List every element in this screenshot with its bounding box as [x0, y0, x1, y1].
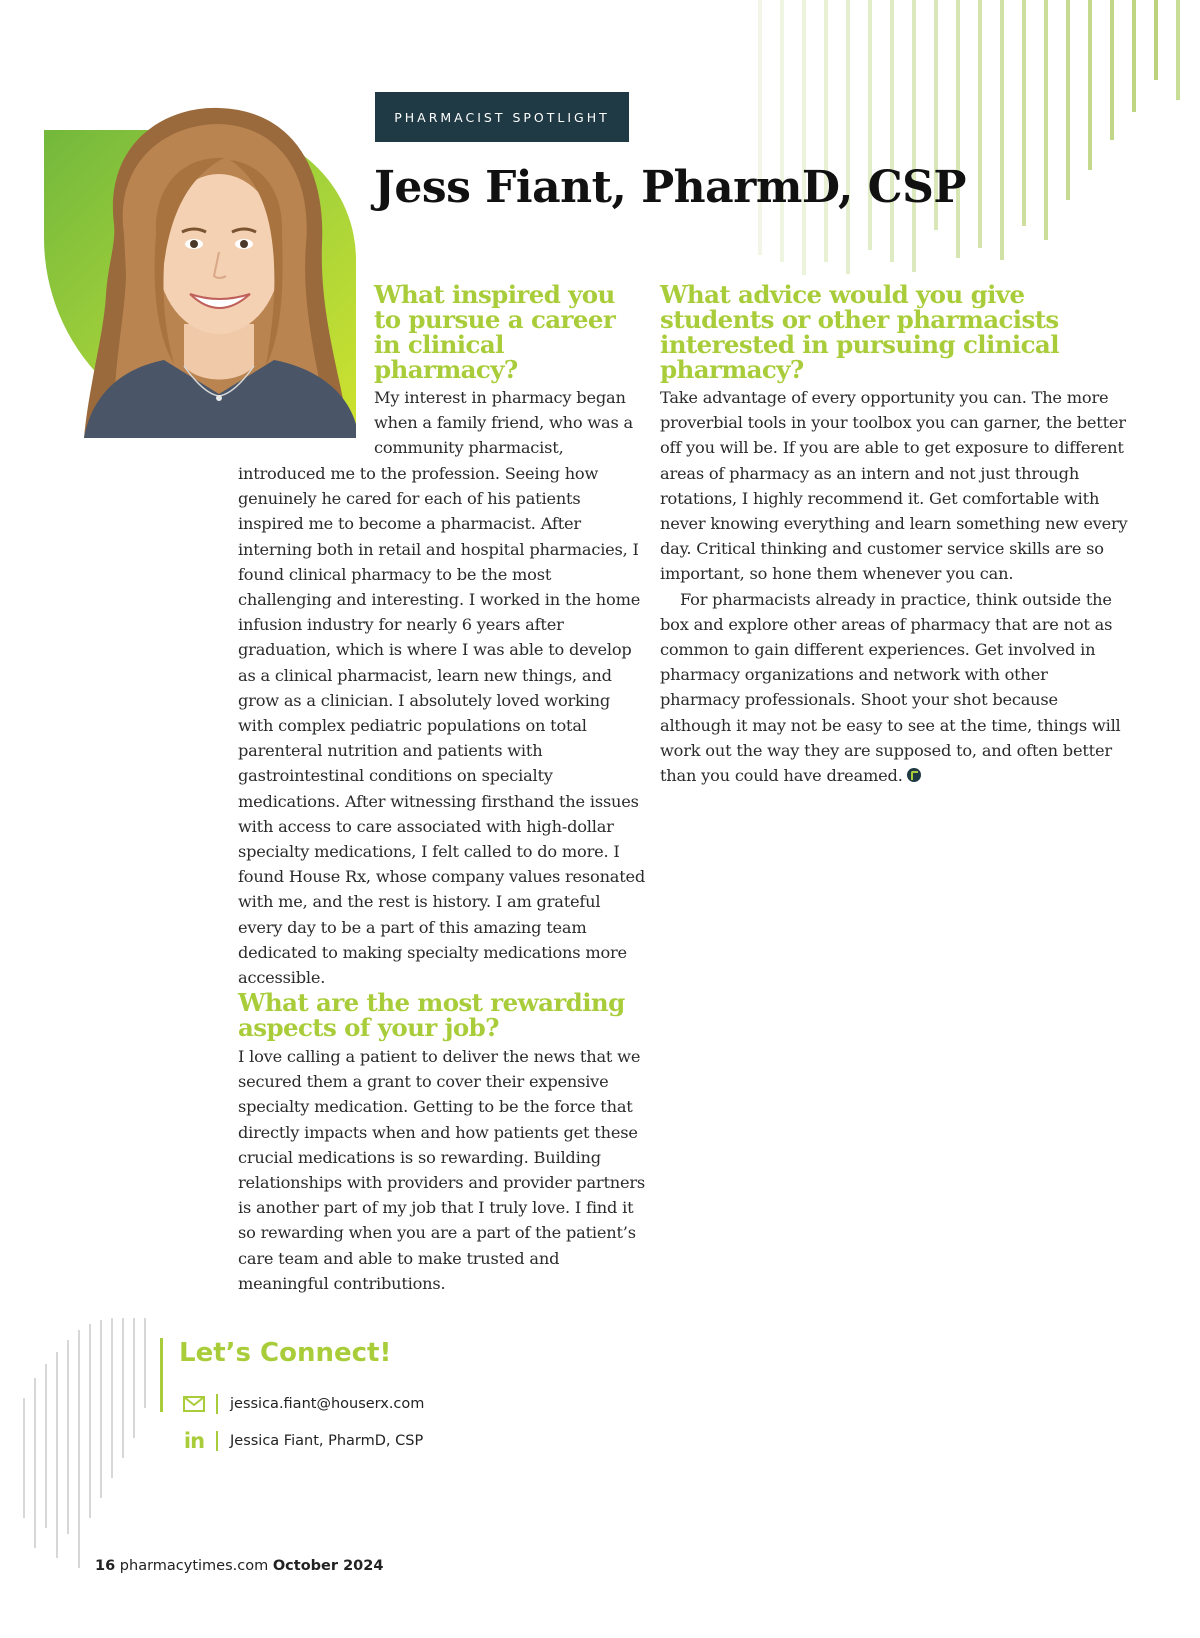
footer-site: pharmacytimes.com	[119, 1558, 269, 1574]
connect-box	[160, 1338, 480, 1458]
portrait-person	[44, 104, 356, 438]
decorative-lines-bottom	[0, 1318, 170, 1578]
page-title: Jess Fiant, PharmD, CSP	[374, 162, 967, 213]
answer-inspiration-body: introduced me to the profession. Seeing how genuinely he cared for each of his patients inspired me to become a pharmacist. After interning both in retail and hospital pharmacies, I found clinical pharmacy to be the most challenging and interesting. I worked in the home infusion industry for nearly 6 years after graduation, which is where I was able to develop as a clinical pharmacist, learn new things, and grow as a clinician. I absolutely loved working with complex pediatric populations on total parenteral nutrition and patients with gastrointestinal conditions on specialty medications. After witnessing firsthand the issues with access to care associated with high-dollar specialty medications, I felt called to do more. I found House Rx, whose company values resonated with me, and the rest is history. I am grateful every day to be a part of this amazing team dedicated to making specialty medications more accessible.	[238, 464, 646, 988]
contact-email-row	[182, 1392, 424, 1416]
footer-issue: October 2024	[272, 1558, 384, 1574]
portrait-photo	[44, 104, 356, 438]
answer-advice-paragraph-2-text: For pharmacists already in practice, think outside the box and explore other areas of pharmacy that are not as common to gain different experiences. Get involved in pharmacy organizations and network with other pharmacy professionals. Shoot your shot because although it may not be easy to see at the time, things will work out the way they are supposed to, and often better than you could have dreamed.	[660, 589, 1121, 786]
envelope-icon	[182, 1394, 206, 1414]
connect-title: Let’s Connect!	[179, 1338, 392, 1368]
connect-accent-bar	[160, 1338, 163, 1412]
contact-email[interactable]: jessica.fiant@houserx.com	[230, 1396, 425, 1412]
decorative-lines-top	[720, 0, 1200, 280]
page-number: 16	[95, 1558, 116, 1574]
end-mark-icon	[907, 768, 921, 782]
page-footer	[95, 1558, 383, 1574]
linkedin-icon: in	[183, 1429, 205, 1453]
question-heading-rewarding: What are the most rewarding aspects of your job?	[238, 988, 625, 1042]
contact-linkedin[interactable]: Jessica Fiant, PharmD, CSP	[230, 1433, 424, 1449]
contact-divider	[216, 1394, 218, 1414]
answer-rewarding: I love calling a patient to deliver the news that we secured them a grant to cover their expensive specialty medication. Getting to be the force that directly impacts when and how patients get these crucial medications is so rewarding. Building relationships with providers and provider partners is another part of my job that I truly love. I find it so rewarding when you are a part of the patient’s care team and able to make trusted and meaningful contributions.	[238, 1047, 646, 1293]
answer-advice	[660, 385, 1130, 788]
contact-linkedin-row	[182, 1429, 423, 1453]
answer-advice-paragraph-2	[660, 587, 1130, 789]
answer-inspiration-intro: My interest in pharmacy began when a family friend, who was a community pharmacist,	[374, 388, 634, 458]
answer-advice-paragraph-1: Take advantage of every opportunity you can. The more proverbial tools in your toolbox you can garner, the better off you will be. If you are able to get exposure to different areas of pharmacy as an intern and not just through rotations, I highly recommend it. Get comfortable with never knowing everything and learn something new every day. Critical thinking and customer service skills are so important, so hone them whenever you can.	[660, 388, 1128, 584]
question-heading-inspiration: What inspired you to pursue a career in clinical pharmacy?	[374, 280, 616, 384]
contact-divider	[216, 1431, 218, 1451]
section-badge: PHARMACIST SPOTLIGHT	[375, 92, 629, 142]
question-heading-advice: What advice would you give students or other pharmacists interested in pursuing clinical pharmacy?	[660, 280, 1059, 384]
